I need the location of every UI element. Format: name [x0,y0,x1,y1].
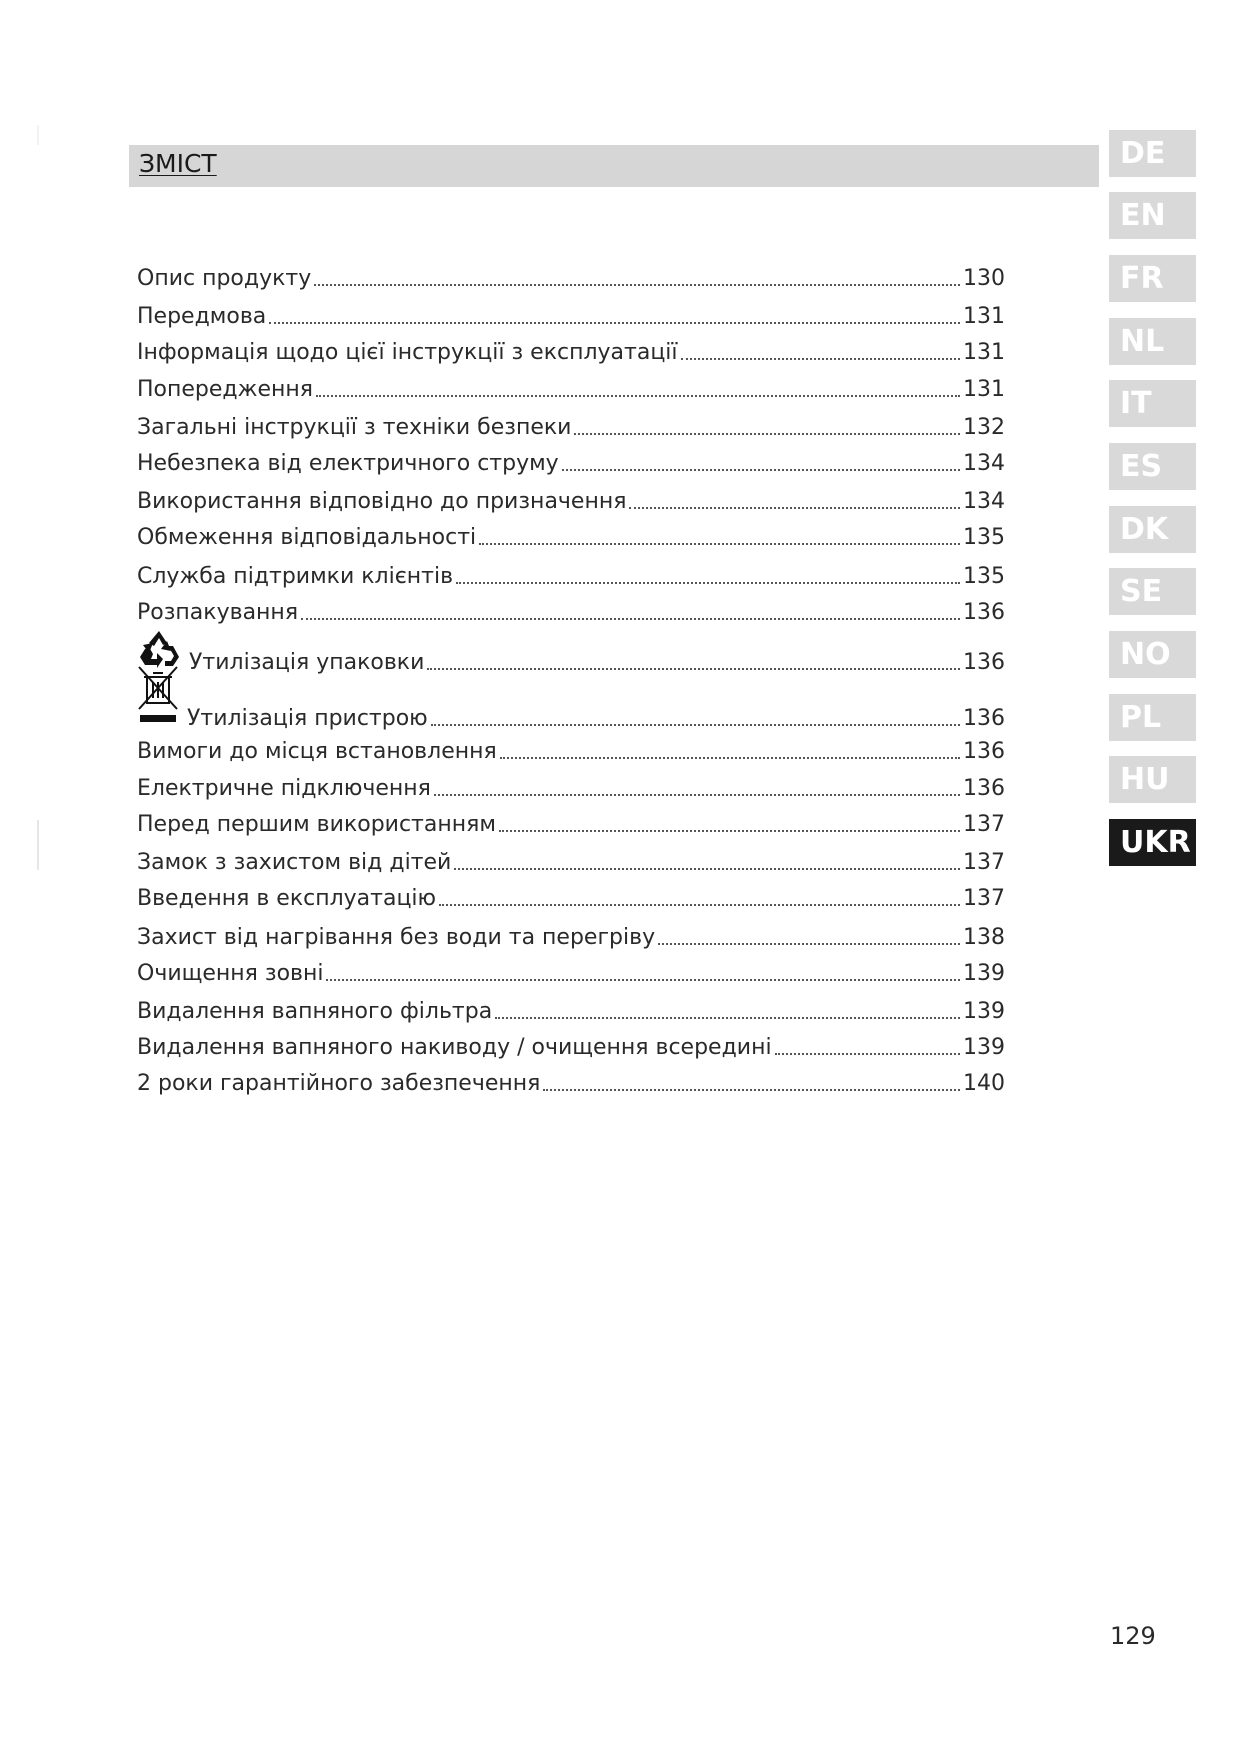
toc-page-number: 132 [963,415,1005,440]
toc-label: Електричне підключення [137,776,431,801]
toc-label: Перед першим використанням [137,812,496,837]
toc-page-number: 137 [963,886,1005,911]
toc-entry[interactable] [137,560,1003,590]
dot-leader [775,1053,960,1055]
toc-label: Інформація щодо цієї інструкції з експлуатації [137,340,678,365]
dot-leader [543,1089,960,1091]
toc-entry[interactable] [137,411,1003,441]
toc-page-number: 140 [963,1071,1005,1096]
language-tab-de[interactable]: DE [1109,130,1196,177]
toc-label: 2 роки гарантійного забезпечення [137,1071,541,1096]
toc-page-number: 130 [963,266,1005,291]
toc-page-number: 131 [963,304,1005,329]
toc-entry[interactable] [137,373,1003,403]
dot-leader [479,543,960,545]
toc-label: Загальні інструкції з техніки безпеки [137,415,572,440]
toc-label: Вимоги до місця встановлення [137,739,497,764]
toc-entry[interactable] [137,882,1003,912]
dot-leader [658,943,960,945]
toc-page-number: 137 [963,812,1005,837]
language-tab-en[interactable]: EN [1109,192,1196,239]
toc-label: Небезпека від електричного струму [137,451,559,476]
toc-label: Утилізація упаковки [189,650,425,675]
margin-mark [37,820,39,870]
page-number: 129 [1110,1622,1156,1650]
toc-page-number: 131 [963,377,1005,402]
toc-entry[interactable] [137,957,1003,987]
toc-entry[interactable] [137,447,1003,477]
toc-page-number: 139 [963,1035,1005,1060]
toc-page-number: 139 [963,999,1005,1024]
toc-label: Замок з захистом від дітей [137,850,452,875]
crossed-bin-icon [137,665,179,732]
toc-label: Видалення вапняного фільтра [137,999,493,1024]
toc-label: Служба підтримки клієнтів [137,564,454,589]
toc-page-number: 137 [963,850,1005,875]
toc-page-number: 136 [963,600,1005,625]
dot-leader [314,284,960,286]
toc-label: Розпакування [137,600,299,625]
toc-page-number: 136 [963,650,1005,675]
language-tab-dk[interactable]: DK [1109,506,1196,553]
toc-entry[interactable] [137,485,1003,515]
dot-leader [629,507,960,509]
toc-label: Очищення зовні [137,961,324,986]
toc-entry[interactable] [137,336,1003,366]
dot-leader [681,358,960,360]
dot-leader [456,582,960,584]
toc-entry[interactable] [137,1031,1003,1061]
toc-label: Використання відповідно до призначення [137,489,627,514]
dot-leader [500,757,960,759]
dot-leader [434,794,960,796]
toc-entry[interactable] [137,636,1003,676]
toc-label: Введення в експлуатацію [137,886,437,911]
toc-entry[interactable] [137,521,1003,551]
toc-entry[interactable] [137,680,1003,732]
toc-page-number: 135 [963,525,1005,550]
dot-leader [427,668,960,670]
toc-page-number: 136 [963,739,1005,764]
language-tab-fr[interactable]: FR [1109,255,1196,302]
language-tab-it[interactable]: IT [1109,380,1196,427]
toc-label: Опис продукту [137,266,312,291]
toc-page-number: 138 [963,925,1005,950]
toc-entry[interactable] [137,995,1003,1025]
dot-leader [269,322,960,324]
language-tab-se[interactable]: SE [1109,568,1196,615]
toc-label: Захист від нагрівання без води та перегріву [137,925,656,950]
dot-leader [499,830,960,832]
dot-leader [431,724,960,726]
language-tab-hu[interactable]: HU [1109,756,1196,803]
toc-entry[interactable] [137,921,1003,951]
toc-label: Утилізація пристрою [187,706,428,731]
toc-page-number: 134 [963,489,1005,514]
toc-label: Попередження [137,377,313,402]
dot-leader [574,433,960,435]
dot-leader [301,618,960,620]
toc-page-number: 131 [963,340,1005,365]
toc-entry[interactable] [137,300,1003,330]
language-tab-no[interactable]: NO [1109,631,1196,678]
toc-entry[interactable] [137,262,1003,292]
toc-page-number: 134 [963,451,1005,476]
toc-page-number: 136 [963,776,1005,801]
dot-leader [562,469,960,471]
dot-leader [439,904,960,906]
language-tab-ukr[interactable]: UKR [1109,819,1196,866]
toc-label: Передмова [137,304,267,329]
toc-page-number: 135 [963,564,1005,589]
dot-leader [316,395,960,397]
language-tab-nl[interactable]: NL [1109,318,1196,365]
toc-entry[interactable] [137,808,1003,838]
toc-label: Видалення вапняного накиводу / очищення всередині [137,1035,772,1060]
margin-mark [37,125,39,145]
toc-entry[interactable] [137,772,1003,802]
toc-entry[interactable] [137,596,1003,626]
toc-page-number: 136 [963,706,1005,731]
toc-entry[interactable] [137,846,1003,876]
dot-leader [454,868,960,870]
dot-leader [326,979,960,981]
toc-page-number: 139 [963,961,1005,986]
toc-entry[interactable] [137,735,1003,765]
toc-label: Обмеження відповідальності [137,525,477,550]
language-tab-es[interactable]: ES [1109,443,1196,490]
language-tab-pl[interactable]: PL [1109,694,1196,741]
toc-entry[interactable] [137,1067,1003,1097]
page-title: ЗМІСТ [139,149,217,178]
dot-leader [495,1017,960,1019]
section-header [129,145,1099,187]
